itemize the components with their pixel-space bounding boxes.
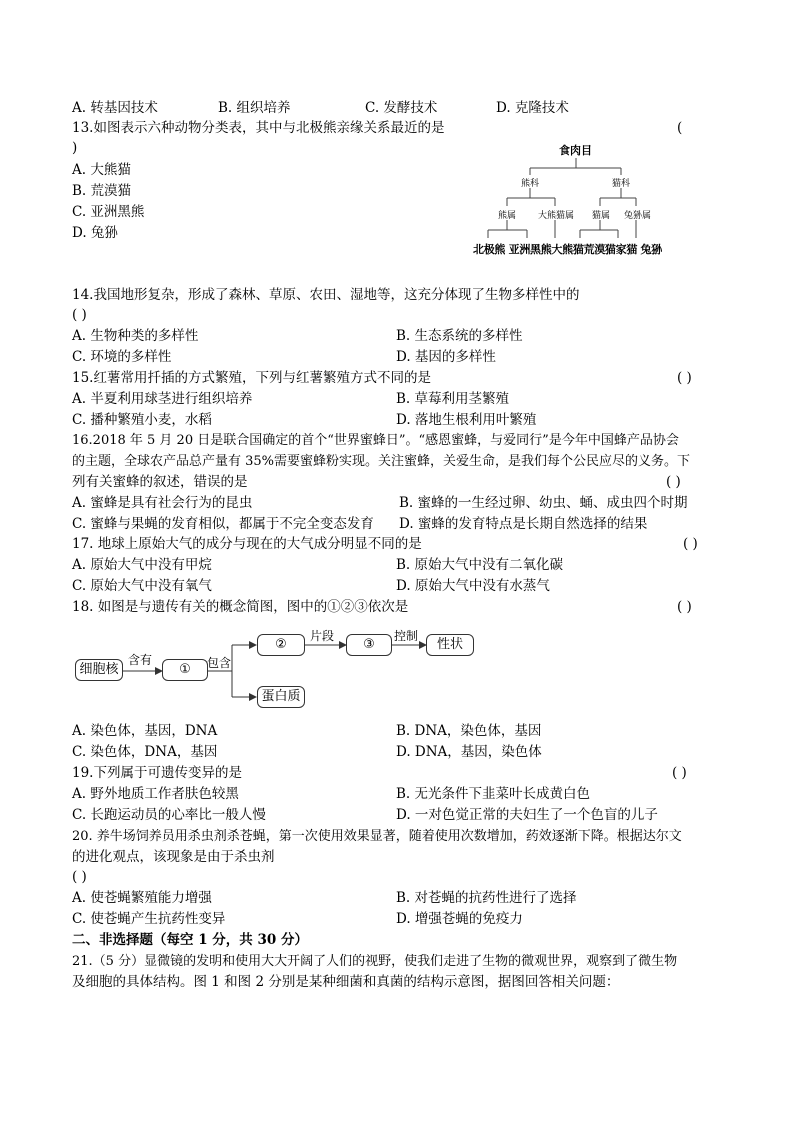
q18-stem: 18. 如图是与遗传有关的概念简图，图中的①②③依次是 (72, 599, 409, 615)
q13-option-d: D. 兔狲 (72, 225, 118, 241)
q14-option-b: B. 生态系统的多样性 (396, 328, 523, 344)
q15-stem: 15.红薯常用扦插的方式繁殖，下列与红薯繁殖方式不同的是 (72, 370, 431, 386)
q17-option-b: B. 原始大气中没有二氧化碳 (396, 557, 564, 573)
q14-stem: 14.我国地形复杂，形成了森林、草原、农田、湿地等，这充分体现了生物多样性中的 (72, 287, 580, 303)
q13-option-b: B. 荒漠猫 (72, 183, 132, 199)
tree-animals: 北极熊 亚洲黑熊大熊猫荒漠猫家猫 兔狲 (473, 243, 662, 256)
label-includes: 包含 (207, 656, 232, 670)
q21-line2: 及细胞的具体结构。图 1 和图 2 分别是某种细菌和真菌的结构示意图，据图回答相关问题： (72, 974, 620, 990)
tree-genus-bear: 熊属 (498, 211, 517, 221)
q19-option-d: D. 一对色觉正常的夫妇生了一个色盲的儿子 (396, 807, 658, 823)
q20-line1: 20. 养牛场饲养员用杀虫剂杀苍蝇，第一次使用效果显著，随着使用次数增加，药效逐渐下降。根据达尔文 (72, 829, 682, 844)
label-control: 控制 (394, 629, 419, 643)
q13-paren-open: ( (677, 120, 683, 136)
q20-option-a: A. 使苍蝇繁殖能力增强 (72, 890, 212, 906)
tree-genus-manul: 兔狲属 (624, 211, 652, 221)
tree-family-cat: 猫科 (612, 179, 631, 189)
q15-option-a: A. 半夏利用球茎进行组织培养 (72, 391, 253, 407)
label-segment: 片段 (310, 629, 335, 643)
q18-option-d: D. DNA，基因，染色体 (396, 744, 542, 760)
q19-paren: ( ) (672, 765, 687, 781)
q16-option-a: A. 蜜蜂是具有社会行为的昆虫 (72, 495, 253, 511)
tree-order: 食肉目 (559, 144, 592, 157)
label-contains: 含有 (128, 653, 153, 667)
q17-option-d: D. 原始大气中没有水蒸气 (396, 578, 550, 594)
q20-option-c: C. 使苍蝇产生抗药性变异 (72, 911, 226, 927)
q12-option-b: B. 组织培养 (218, 100, 291, 116)
q16-line2: 的主题，全球农产品总产量有 35%需要蜜蜂粉实现。关注蜜蜂，关爱生命，是我们每个公民应尽的义务。下 (72, 454, 691, 469)
q16-option-b: B. 蜜蜂的一生经过卵、幼虫、蛹、成虫四个时期 (399, 495, 688, 511)
section-2-heading: 二、非选择题（每空 1 分，共 30 分） (72, 932, 308, 948)
q18-option-c: C. 染色体，DNA，基因 (72, 744, 218, 760)
q14-option-a: A. 生物种类的多样性 (72, 328, 199, 344)
q16-option-c: C. 蜜蜂与果蝇的发育相似，都属于不完全变态发育 (72, 516, 374, 532)
tree-genus-cat: 猫属 (592, 211, 611, 221)
q13-paren-close: ) (72, 140, 78, 156)
q16-paren: ( ) (666, 474, 681, 490)
q13-option-c: C. 亚洲黑熊 (72, 204, 145, 220)
q20-option-b: B. 对苍蝇的抗药性进行了选择 (396, 890, 577, 906)
q17-option-c: C. 原始大气中没有氧气 (72, 578, 212, 594)
tree-genus-panda: 大熊猫属 (538, 211, 575, 221)
q19-option-a: A. 野外地质工作者肤色较黑 (72, 786, 239, 802)
q14-option-c: C. 环境的多样性 (72, 349, 172, 365)
q15-option-d: D. 落地生根利用叶繁殖 (396, 412, 537, 428)
q18-option-a: A. 染色体，基因，DNA (72, 723, 218, 739)
q18-option-b: B. DNA，染色体，基因 (396, 723, 542, 739)
q15-option-c: C. 播种繁殖小麦，水稻 (72, 412, 212, 428)
q19-option-c: C. 长跑运动员的心率比一般人慢 (72, 807, 266, 823)
q16-option-d: D. 蜜蜂的发育特点是长期自然选择的结果 (399, 516, 648, 532)
q15-option-b: B. 草莓利用茎繁殖 (396, 391, 510, 407)
node-trait: 性状 (426, 634, 474, 656)
q19-stem: 19.下列属于可遗传变异的是 (72, 765, 242, 781)
q19-option-b: B. 无光条件下韭菜叶长成黄白色 (396, 786, 591, 802)
q13-stem: 13.如图表示六种动物分类表，其中与北极熊亲缘关系最近的是 (72, 120, 445, 136)
q17-stem: 17. 地球上原始大气的成分与现在的大气成分明显不同的是 (72, 536, 422, 552)
q12-option-a: A. 转基因技术 (72, 100, 158, 116)
q15-paren: ( ) (677, 370, 692, 386)
node-protein: 蛋白质 (257, 686, 305, 708)
node-3: ③ (346, 634, 392, 656)
q20-option-d: D. 增强苍蝇的免疫力 (396, 911, 523, 927)
q13-option-a: A. 大熊猫 (72, 162, 131, 178)
q12-option-d: D. 克隆技术 (496, 100, 569, 116)
node-1: ① (162, 659, 208, 681)
q14-paren: ( ) (72, 307, 87, 323)
q17-option-a: A. 原始大气中没有甲烷 (72, 557, 212, 573)
q17-paren: ( ) (683, 536, 698, 552)
q20-line2: 的进化观点，该现象是由于杀虫剂 (72, 849, 275, 865)
q21-line1: 21.（5 分）显微镜的发明和使用大大开阔了人们的视野，使我们走进了生物的微观世界，观察到了微生物 (72, 954, 678, 969)
q18-paren: ( ) (677, 599, 692, 615)
q20-paren: ( ) (72, 869, 87, 885)
node-nucleus: 细胞核 (75, 659, 123, 681)
node-2: ② (257, 634, 305, 656)
q12-option-c: C. 发酵技术 (365, 100, 438, 116)
q14-option-d: D. 基因的多样性 (396, 349, 496, 365)
tree-family-bear: 熊科 (521, 179, 540, 189)
q16-line1: 16.2018 年 5 月 20 日是联合国确定的首个“世界蜜蜂日”。“感恩蜜蜂，与爱同行”是今年中国蜂产品协会 (72, 433, 679, 448)
q16-line3: 列有关蜜蜂的叙述，错误的是 (72, 474, 248, 490)
